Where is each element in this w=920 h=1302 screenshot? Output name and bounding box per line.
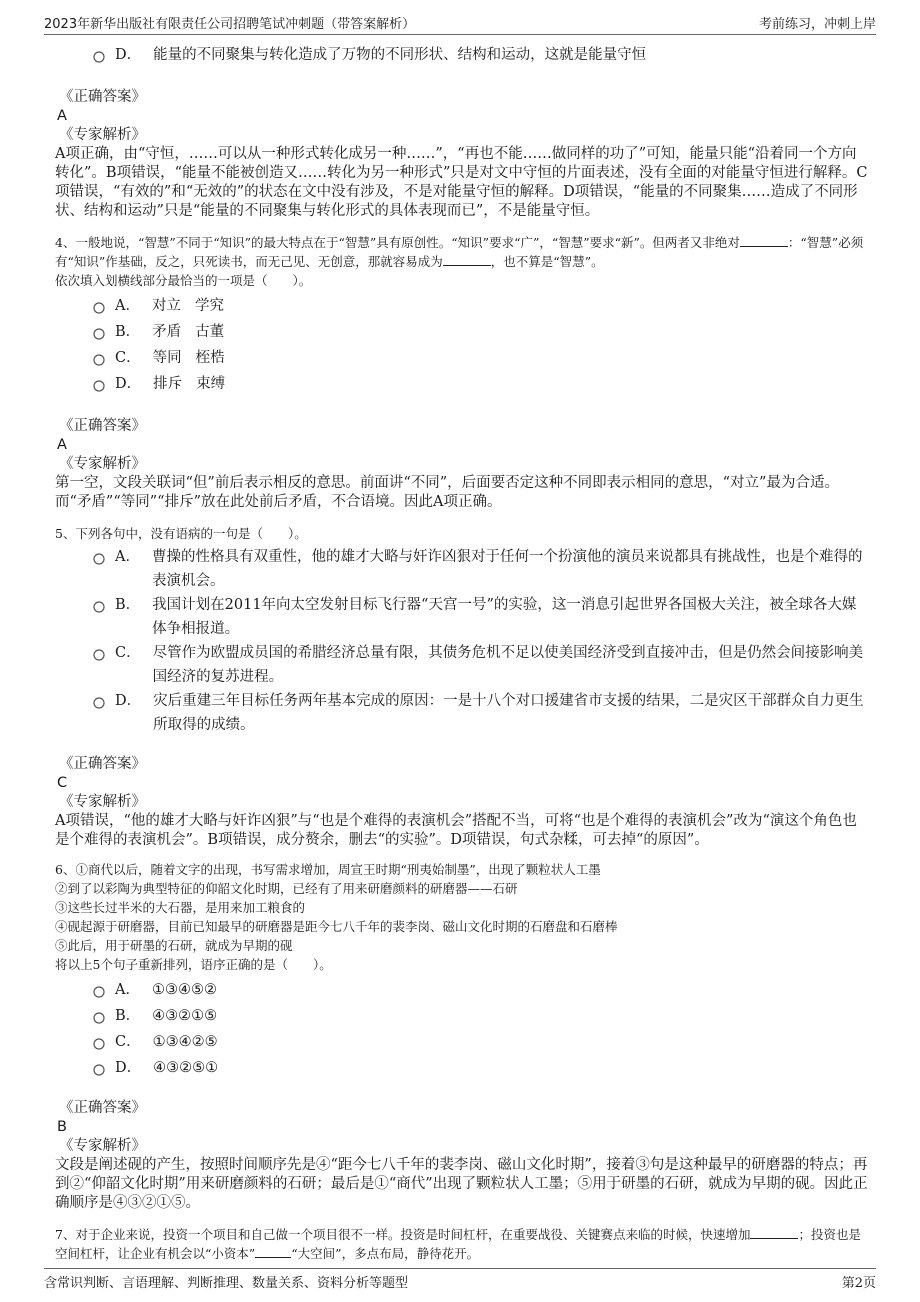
option-letter: C． — [115, 1034, 141, 1050]
option-letter: D． — [115, 47, 142, 63]
analysis-text: A项错误，“他的雄才大略与奸诈凶狠”与“也是个难得的表演机会”搭配不当，可将“也是个难得的表演机会”改为“演这个角色也是个难得的表演机会”。B项错误，成分赘余，删去“的实验”。D项错误，句式杂糅，可去掉“的原因”。 — [55, 813, 857, 848]
q6-option-d[interactable] — [93, 1055, 870, 1081]
option-letter: C． — [115, 350, 141, 366]
q6-line: ④砚起源于研磨器，目前已知最早的研磨器是距今七八千年的裴李岗、磁山文化时期的石磨盘和石磨棒 — [55, 919, 618, 934]
q6-option-c[interactable] — [93, 1029, 870, 1055]
option-word-1: 对立 — [151, 298, 181, 314]
answer-label: 《正确答案》 — [59, 1100, 146, 1116]
q6-option-b[interactable] — [93, 1003, 870, 1029]
analysis-label: 《专家解析》 — [59, 127, 146, 143]
radio-icon[interactable] — [93, 302, 105, 314]
option-letter: A． — [115, 549, 140, 565]
q5-option-d[interactable] — [93, 689, 870, 737]
option-text: ①③④②⑤ — [152, 1034, 218, 1050]
stem-text: ，也不算是“智慧”。 — [490, 254, 604, 269]
option-word-2: 古董 — [195, 324, 225, 340]
option-letter: A． — [115, 982, 140, 998]
q6-line: ②到了以彩陶为典型特征的仰韶文化时期，已经有了用来研磨颜料的研磨器——石研 — [55, 881, 518, 896]
q6-line: ③这些长过半米的大石器，是用来加工粮食的 — [55, 900, 306, 915]
radio-icon[interactable] — [93, 51, 105, 63]
option-letter: D． — [115, 1060, 142, 1076]
q6-line: 6、①商代以后，随着文字的出现，书写需求增加，周宣王时期“刑夷始制墨”，出现了颗粒状人工墨 — [55, 862, 601, 877]
analysis-label: 《专家解析》 — [59, 794, 146, 810]
stem-text: 4、一般地说，“智慧”不同于“知识”的最大特点在于“智慧”具有原创性。“知识”要求“广”，“智慧”要求“新”。但两者又非绝对 — [55, 235, 740, 250]
radio-icon[interactable] — [93, 649, 105, 661]
analysis-text: 第一空，文段关联词“但”前后表示相反的意思。前面讲“不同”，后面要否定这种不同即表示相同的意思，“对立”最为合适。而“矛盾”“等同”“排斥”放在此处前后矛盾，不合语境。因此A项正确。 — [55, 475, 839, 510]
stem-text: ：“智慧”必须有“知识”作基础，反之，只死读书，而无己见、无创意，那就容易成为 — [55, 235, 864, 269]
q5-option-b[interactable] — [93, 593, 870, 641]
radio-icon[interactable] — [93, 1012, 105, 1024]
answer-value: C — [57, 775, 68, 791]
radio-icon[interactable] — [93, 1038, 105, 1050]
analysis-text: A项正确，由“守恒，……可以从一种形式转化成另一种……”，“再也不能……做同样的功了”可知，能量只能“沿着同一个方向转化”。B项错误，“能量不能被创造又……转化为另一种形式”只是对文中守恒的片面表述，没有全面的对能量守恒进行解释。C项错误，“有效的”和“无效的”的状态在文中没有涉及，不是对能量守恒的解释。D项错误，“能量的不同聚集……造成了不同形状、结构和运动”只是“能量的不同聚集与转化形式的具体表现而已”，不是能量守恒。 — [55, 146, 868, 219]
option-letter: B． — [115, 1008, 141, 1024]
fill-blank — [255, 1245, 291, 1258]
option-word-1: 排斥 — [153, 376, 183, 392]
radio-icon[interactable] — [93, 697, 105, 709]
q5-option-c[interactable] — [93, 641, 870, 689]
q4-option-c[interactable] — [93, 345, 870, 371]
q4-option-b[interactable] — [93, 319, 870, 345]
q6-line: ⑤此后，用于研墨的石研，就成为早期的砚 — [55, 938, 293, 953]
analysis-label: 《专家解析》 — [59, 456, 146, 472]
option-letter: D． — [115, 693, 142, 709]
option-letter: B． — [115, 324, 141, 340]
page-footer — [44, 1268, 876, 1294]
option-letter: A． — [115, 298, 140, 314]
option-letter: C． — [115, 645, 141, 661]
radio-icon[interactable] — [93, 328, 105, 340]
option-text: ④③②⑤① — [153, 1060, 219, 1076]
option-text: 能量的不同聚集与转化造成了万物的不同形状、结构和运动，这就是能量守恒 — [153, 47, 647, 63]
page-number: 第2页 — [841, 1276, 876, 1291]
q6-instruction: 将以上5个句子重新排列，语序正确的是（ ）。 — [55, 957, 332, 972]
option-word-2: 束缚 — [196, 376, 226, 392]
answer-label: 《正确答案》 — [59, 756, 146, 772]
stem-text: ；投资也是空间杠杆，让企业有机会以“小资本” — [55, 1227, 861, 1261]
footer-categories: 含常识判断、言语理解、判断推理、数量关系、资料分析等题型 — [44, 1276, 409, 1291]
option-word-2: 学究 — [194, 298, 224, 314]
radio-icon[interactable] — [93, 380, 105, 392]
option-text: ①③④⑤② — [151, 982, 217, 998]
q5-stem: 5、下列各句中，没有语病的一句是（ ）。 — [55, 526, 307, 541]
fill-blank — [443, 253, 491, 266]
option-text: ④③②①⑤ — [152, 1008, 218, 1024]
stem-text: 7、对于企业来说，投资一个项目和自己做一个项目很不一样。投资是时间杠杆，在重要战役、关键赛点来临的时候，快速增加 — [55, 1227, 751, 1242]
q4-option-d[interactable] — [93, 371, 870, 397]
header-slogan: 考前练习，冲刺上岸 — [758, 17, 876, 32]
option-text: 曹操的性格具有双重性，他的雄才大略与奸诈凶狠对于任何一个扮演他的演员来说都具有挑战性，也是个难得的表演机会。 — [151, 549, 863, 589]
option-text: 我国计划在2011年向太空发射目标飞行器“天宫一号”的实验，这一消息引起世界各国极大关注，被全球各大媒体争相报道。 — [152, 597, 857, 637]
analysis-label: 《专家解析》 — [59, 1138, 146, 1154]
answer-value: A — [57, 437, 67, 453]
radio-icon[interactable] — [93, 986, 105, 998]
option-word-1: 等同 — [152, 350, 182, 366]
answer-value: A — [57, 108, 67, 124]
radio-icon[interactable] — [93, 1064, 105, 1076]
q6-option-a[interactable] — [93, 977, 870, 1003]
q3-option-d[interactable] — [93, 42, 870, 68]
stem-text: “大空间”，多点布局，静待花开。 — [291, 1246, 480, 1261]
answer-value: B — [57, 1119, 67, 1135]
fill-blank — [740, 234, 788, 247]
answer-label: 《正确答案》 — [59, 418, 146, 434]
option-letter: D． — [115, 376, 142, 392]
option-letter: B． — [115, 597, 141, 613]
q7-stem — [55, 1225, 870, 1263]
q5-option-a[interactable] — [93, 545, 870, 593]
radio-icon[interactable] — [93, 354, 105, 366]
document-title: 2023年新华出版社有限责任公司招聘笔试冲刺题（带答案解析） — [44, 17, 416, 32]
page-header — [44, 10, 876, 35]
answer-label: 《正确答案》 — [59, 89, 146, 105]
fill-blank — [750, 1226, 798, 1239]
q4-option-a[interactable] — [93, 293, 870, 319]
analysis-text: 文段是阐述砚的产生，按照时间顺序先是④“距今七八千年的裴李岗、磁山文化时期”，接着③句是这种最早的研磨器的特点；再到②“仰韶文化时期”用来研磨颜料的石研；最后是①“商代”出现了颗粒状人工墨；⑤用于研墨的石研，就成为早期的砚。因此正确顺序是④③②①⑤。 — [55, 1157, 868, 1211]
radio-icon[interactable] — [93, 553, 105, 565]
q4-stem — [55, 233, 870, 271]
radio-icon[interactable] — [93, 601, 105, 613]
q4-instruction: 依次填入划横线部分最恰当的一项是（ ）。 — [55, 273, 312, 288]
option-word-1: 矛盾 — [152, 324, 182, 340]
option-word-2: 桎梏 — [195, 350, 225, 366]
option-text: 尽管作为欧盟成员国的希腊经济总量有限，其债务危机不足以使美国经济受到直接冲击，但是仍然会间接影响美国经济的复苏进程。 — [152, 645, 864, 685]
page-content — [55, 42, 870, 1263]
option-text: 灾后重建三年目标任务两年基本完成的原因：一是十八个对口援建省市支援的结果，二是灾区干部群众自力更生所取得的成绩。 — [153, 693, 864, 733]
